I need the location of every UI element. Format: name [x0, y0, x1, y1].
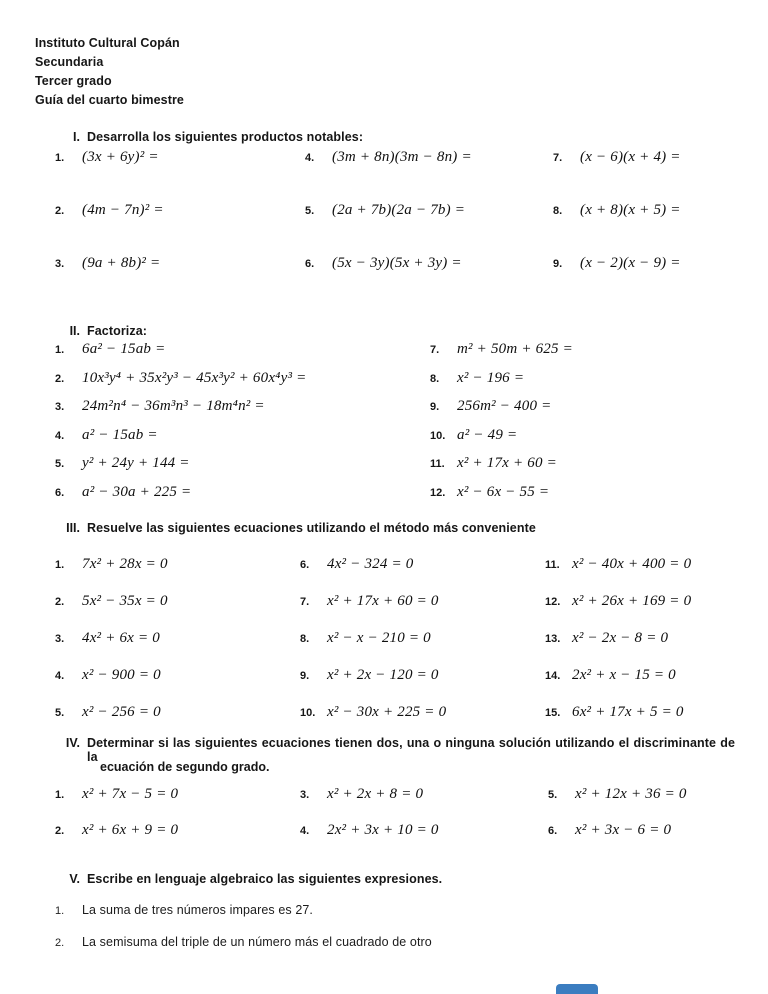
item-number: 15. [545, 707, 561, 719]
item-number: 9. [430, 401, 440, 414]
exercise-item [545, 667, 755, 704]
blue-button-partial[interactable] [556, 984, 598, 994]
item-number: 4. [55, 429, 65, 442]
item-number: 3. [55, 633, 65, 645]
item-formula: x² + 17x + 60 = [457, 455, 557, 472]
exercise-item [548, 822, 755, 858]
exercise-item [300, 630, 545, 667]
item-number: 5. [305, 205, 315, 217]
item-number: 1. [55, 789, 65, 801]
item-number: 3. [300, 789, 310, 801]
exercise-item [430, 398, 755, 427]
section-1-title: Desarrolla los siguientes productos notables: [87, 130, 364, 144]
exercise-item [430, 341, 755, 370]
item-formula: x² + 12x + 36 = 0 [575, 786, 687, 802]
section-2-items [55, 341, 755, 513]
section-4-title-line2: ecuación de segundo grado. [100, 760, 270, 774]
section-4-items [55, 786, 755, 858]
item-number: 11. [545, 559, 560, 571]
item-formula: 2x² + x − 15 = 0 [572, 667, 676, 683]
section-1-numeral: I. [73, 130, 80, 144]
exercise-item [55, 370, 430, 399]
exercise-item [55, 455, 430, 484]
item-formula: m² + 50m + 625 = [457, 341, 573, 357]
section-5-numeral: V. [69, 872, 80, 886]
section-2-heading [40, 324, 147, 338]
item-number: 3. [55, 401, 65, 414]
item-formula: x² + 3x − 6 = 0 [575, 822, 672, 838]
item-number: 5. [548, 789, 558, 801]
section-4-numeral: IV. [65, 736, 80, 750]
item-number: 4. [305, 152, 315, 164]
exercise-item [55, 667, 300, 704]
item-number: 8. [300, 633, 310, 645]
item-number: 8. [430, 372, 440, 385]
exercise-item [55, 556, 300, 593]
item-formula: 24m²n⁴ − 36m³n³ − 18m⁴n² = [82, 398, 265, 415]
item-number: 14. [545, 670, 561, 682]
exercise-item [305, 202, 553, 255]
exercise-item [545, 556, 755, 593]
exercise-item [55, 786, 300, 822]
item-number: 4. [300, 825, 310, 837]
item-formula: 4x² − 324 = 0 [327, 556, 414, 572]
item-formula: (x + 8)(x + 5) = [580, 202, 681, 218]
item-number: 10. [300, 707, 316, 719]
exercise-item [430, 370, 755, 399]
section-3-items [55, 556, 755, 741]
item-number: 6. [300, 559, 310, 571]
item-number: 12. [545, 596, 561, 608]
grade: Tercer grado [35, 74, 112, 88]
item-number: 4. [55, 670, 65, 682]
exercise-item [430, 427, 755, 456]
exercise-item [55, 593, 300, 630]
item-number: 3. [55, 258, 65, 270]
exercise-item [55, 341, 430, 370]
item-formula: x² + 2x − 120 = 0 [327, 667, 439, 683]
item-formula: x² − 2x − 8 = 0 [572, 630, 669, 646]
exercise-item [55, 630, 300, 667]
item-number: 11. [430, 458, 445, 471]
item-number: 7. [430, 344, 440, 356]
item-formula: (3x + 6y)² = [82, 149, 159, 165]
section-1-heading [40, 130, 363, 144]
exercise-item [55, 202, 305, 255]
section-2-title: Factoriza: [87, 324, 148, 338]
item-formula: x² + 26x + 169 = 0 [572, 593, 692, 609]
item-text: La semisuma del triple de un número más el cuadrado de otro [82, 935, 432, 949]
section-3-numeral: III. [66, 521, 80, 535]
item-formula: x² − 256 = 0 [82, 704, 161, 720]
item-formula: x² + 7x − 5 = 0 [82, 786, 179, 802]
exercise-item [430, 484, 755, 513]
item-formula: 4x² + 6x = 0 [82, 630, 160, 646]
exercise-item [55, 398, 430, 427]
item-formula: a² − 30a + 225 = [82, 483, 192, 500]
item-number: 1. [55, 905, 65, 917]
item-number: 12. [430, 486, 446, 499]
item-formula: x² − 30x + 225 = 0 [327, 704, 447, 720]
exercise-item [300, 822, 548, 858]
exercise-item [553, 149, 755, 202]
item-number: 9. [300, 670, 310, 682]
item-number: 10. [430, 429, 446, 442]
item-formula: 256m² − 400 = [457, 398, 552, 415]
item-number: 6. [55, 486, 65, 499]
exercise-item [55, 149, 305, 202]
exercise-item [55, 427, 430, 456]
school-level: Secundaria [35, 55, 104, 69]
item-formula: x² + 2x + 8 = 0 [327, 786, 424, 802]
item-number: 5. [55, 458, 65, 471]
word-problem-item [55, 935, 432, 949]
exercise-item [545, 593, 755, 630]
item-formula: (x − 2)(x − 9) = [580, 255, 681, 271]
exercise-item [553, 255, 755, 308]
section-3-heading [40, 521, 536, 535]
item-number: 5. [55, 707, 65, 719]
item-formula: (2a + 7b)(2a − 7b) = [332, 202, 466, 218]
item-formula: (x − 6)(x + 4) = [580, 149, 681, 165]
section-5-title: Escribe en lenguaje algebraico las siguientes expresiones. [87, 872, 443, 886]
item-number: 2. [55, 596, 65, 608]
exercise-item [300, 786, 548, 822]
exercise-item [300, 667, 545, 704]
item-number: 6. [548, 825, 558, 837]
item-formula: 5x² − 35x = 0 [82, 593, 168, 609]
item-formula: 6x² + 17x + 5 = 0 [572, 704, 684, 720]
item-formula: x² + 6x + 9 = 0 [82, 822, 179, 838]
item-formula: (9a + 8b)² = [82, 255, 161, 271]
section-4-title-line1: Determinar si las siguientes ecuaciones tienen dos, una o ninguna solución utilizando el discriminante de la [87, 736, 735, 764]
exercise-item [548, 786, 755, 822]
item-number: 7. [300, 596, 310, 608]
word-problem-item [55, 903, 313, 917]
item-number: 9. [553, 258, 563, 270]
item-number: 6. [305, 258, 315, 270]
item-formula: x² − 196 = [457, 369, 525, 386]
school-name: Instituto Cultural Copán [35, 36, 180, 50]
exercise-item [55, 822, 300, 858]
item-formula: x² − x − 210 = 0 [327, 630, 431, 646]
item-formula: (4m − 7n)² = [82, 202, 164, 218]
item-formula: x² + 17x + 60 = 0 [327, 593, 439, 609]
item-formula: 10x³y⁴ + 35x²y³ − 45x³y² + 60x⁴y³ = [82, 369, 307, 386]
item-formula: x² − 40x + 400 = 0 [572, 556, 692, 572]
item-number: 13. [545, 633, 561, 645]
item-number: 2. [55, 205, 65, 217]
guide-title: Guía del cuarto bimestre [35, 93, 184, 107]
item-number: 1. [55, 152, 65, 164]
item-formula: 7x² + 28x = 0 [82, 556, 168, 572]
section-5-heading [40, 872, 442, 886]
item-formula: 2x² + 3x + 10 = 0 [327, 822, 439, 838]
item-number: 2. [55, 825, 65, 837]
item-number: 2. [55, 937, 65, 949]
exercise-item [300, 593, 545, 630]
exercise-item [55, 484, 430, 513]
item-formula: a² − 49 = [457, 426, 518, 443]
document-header [35, 34, 184, 110]
item-formula: 6a² − 15ab = [82, 341, 166, 357]
item-formula: y² + 24y + 144 = [82, 455, 190, 472]
section-3-title: Resuelve las siguientes ecuaciones utilizando el método más conveniente [87, 521, 536, 535]
exercise-item [430, 455, 755, 484]
exercise-item [545, 630, 755, 667]
item-number: 7. [553, 152, 563, 164]
exercise-item [300, 556, 545, 593]
item-number: 2. [55, 372, 65, 385]
item-formula: a² − 15ab = [82, 426, 158, 443]
item-number: 1. [55, 559, 65, 571]
exercise-item [553, 202, 755, 255]
item-number: 8. [553, 205, 563, 217]
exercise-item [55, 255, 305, 308]
item-formula: x² − 6x − 55 = [457, 483, 550, 500]
exercise-item [305, 255, 553, 308]
section-1-items [55, 149, 755, 308]
exercise-item [305, 149, 553, 202]
item-number: 1. [55, 344, 65, 356]
item-formula: x² − 900 = 0 [82, 667, 161, 683]
item-formula: (5x − 3y)(5x + 3y) = [332, 255, 462, 271]
item-text: La suma de tres números impares es 27. [82, 903, 313, 917]
section-2-numeral: II. [69, 324, 80, 338]
item-formula: (3m + 8n)(3m − 8n) = [332, 149, 472, 165]
